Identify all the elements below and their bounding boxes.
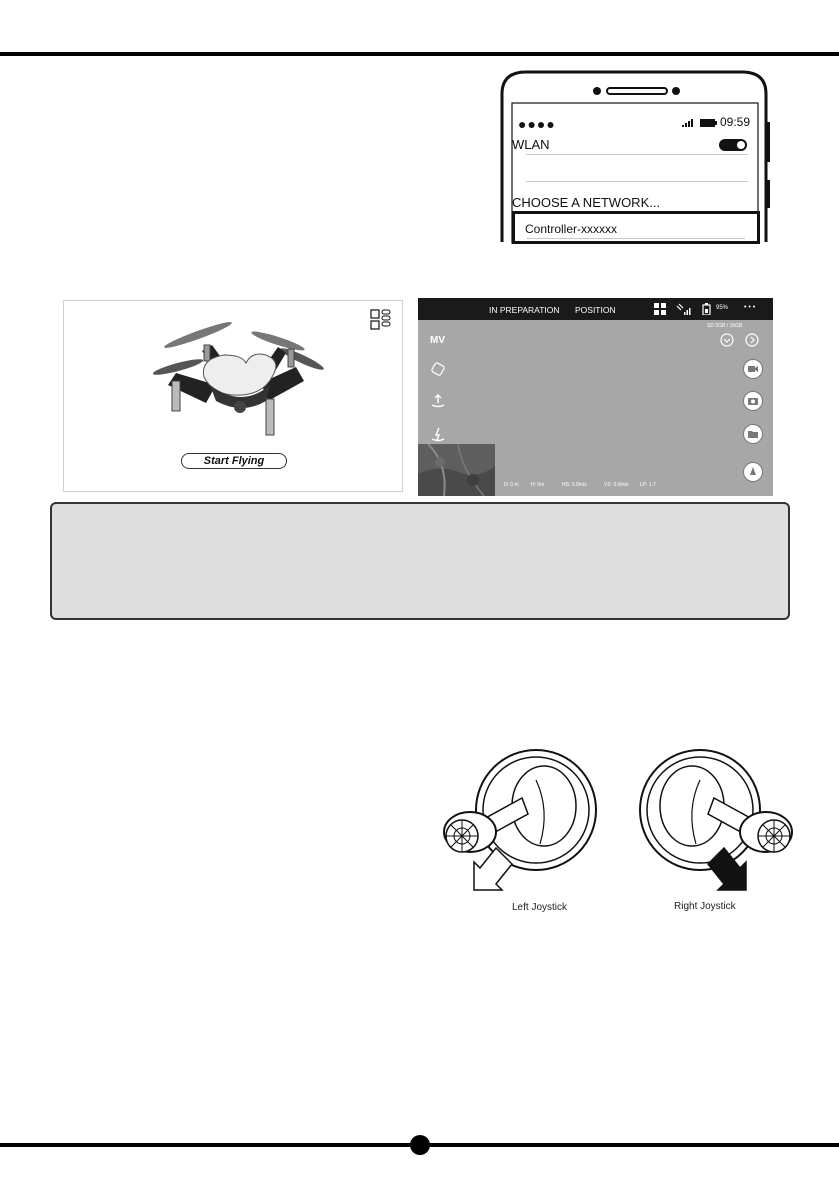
header-rule: [0, 52, 839, 56]
telemetry-distance: D: 0 m: [504, 482, 519, 488]
left-joystick-icon: [444, 750, 596, 890]
folder-icon: [744, 425, 762, 443]
divider: [527, 238, 745, 239]
rotate-icon[interactable]: [430, 361, 446, 377]
joysticks-illustration: [440, 740, 800, 918]
telemetry-vertical-speed: VS: 0.0m/s: [604, 482, 629, 488]
divider: [526, 154, 748, 155]
return-home-icon[interactable]: [430, 426, 446, 442]
wlan-label: WLAN: [512, 137, 550, 152]
grid-icon[interactable]: [654, 303, 666, 315]
grid-list-icon[interactable]: [370, 309, 392, 331]
note-box: [50, 502, 790, 620]
status-dots: ●●●●: [518, 116, 556, 132]
choose-network-label: CHOOSE A NETWORK...: [512, 195, 661, 210]
start-flying-card: [63, 300, 403, 492]
map-thumbnail: [418, 444, 495, 496]
satellite-signal-icon: [676, 303, 692, 315]
drone-battery-icon: [702, 303, 712, 315]
network-item-highlight[interactable]: [512, 211, 760, 244]
telemetry-lp: LP: 1.7: [640, 482, 656, 488]
telemetry-horizontal-speed: HS: 0.0m/s: [562, 482, 587, 488]
phone-illustration: [490, 70, 770, 260]
app-status-bar: [418, 298, 773, 320]
chevron-right-icon[interactable]: [745, 333, 759, 347]
chevron-down-icon[interactable]: [720, 333, 734, 347]
wlan-toggle[interactable]: [719, 139, 747, 151]
telemetry-height: H: 0m: [531, 482, 545, 488]
start-flying-button[interactable]: Start Flying: [181, 453, 287, 469]
shutter-button[interactable]: [743, 462, 763, 482]
takeoff-icon[interactable]: [430, 393, 446, 409]
drone-icon: [146, 315, 326, 445]
flight-mode: POSITION: [575, 305, 616, 315]
signal-icon: [682, 119, 696, 127]
more-menu-button[interactable]: • • •: [744, 304, 756, 311]
battery-icon: [700, 119, 718, 127]
flight-status: IN PREPARATION: [489, 305, 560, 315]
mini-map[interactable]: [418, 444, 495, 496]
app-screen: [418, 298, 773, 496]
mv-label: MV: [430, 335, 445, 346]
right-joystick-label: Right Joystick: [674, 901, 736, 912]
photo-button[interactable]: [743, 391, 763, 411]
left-joystick-label: Left Joystick: [512, 902, 568, 913]
divider: [526, 181, 748, 182]
capture-icon: [744, 463, 762, 481]
video-button[interactable]: [743, 359, 763, 379]
network-name: Controller-xxxxxx: [525, 222, 618, 236]
right-joystick-icon: [640, 750, 792, 890]
storage-info: SD 5GB / 16GB: [707, 323, 743, 329]
battery-percent: 95%: [716, 305, 729, 311]
video-camera-icon: [744, 360, 762, 378]
gallery-button[interactable]: [743, 424, 763, 444]
toggle-knob: [737, 141, 745, 149]
status-time: 09:59: [719, 115, 750, 129]
camera-icon: [744, 392, 762, 410]
page-marker-dot: [410, 1135, 430, 1155]
